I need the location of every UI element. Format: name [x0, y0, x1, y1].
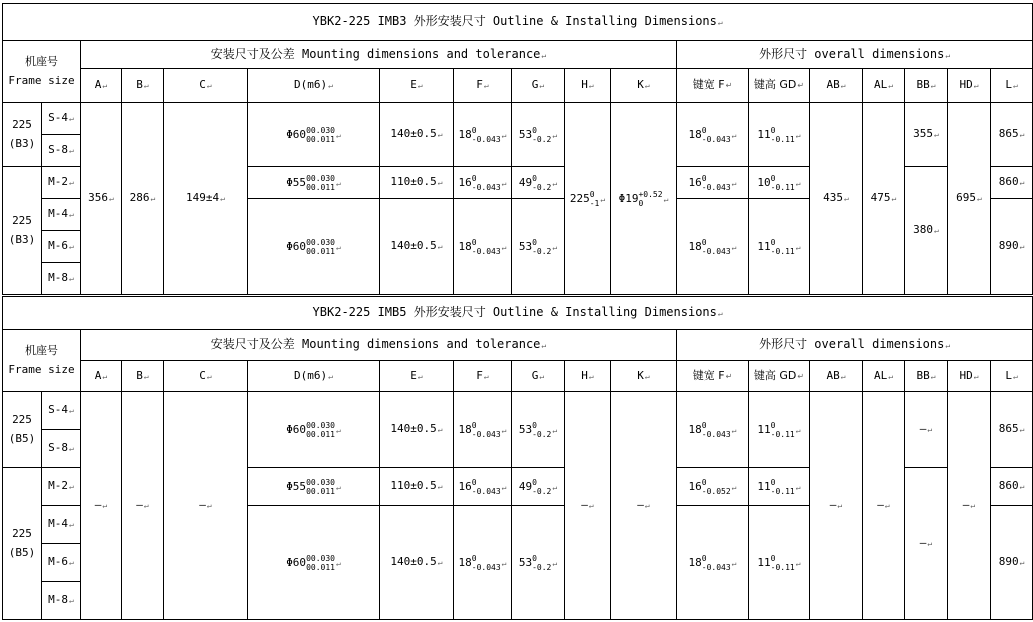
col-header-key-height: 键高 GD↵: [749, 361, 810, 392]
value-al: 475↵: [863, 103, 905, 295]
col-header-e: E↵: [380, 69, 454, 103]
value-al: —↵: [863, 392, 905, 620]
imb3-dimension-table: [2, 3, 1033, 295]
col-header-g: G↵: [512, 361, 565, 392]
value-bb: —↵: [905, 392, 948, 468]
value-g: 53 0 -0.2 ↵: [512, 199, 565, 295]
value-f: 18 0 -0.043 ↵: [454, 392, 512, 468]
value-g: 53 0 -0.2 ↵: [512, 506, 565, 620]
value-a: —↵: [81, 392, 122, 620]
pole-cell: M-4↵: [42, 506, 81, 544]
value-e: 140±0.5↵: [380, 103, 454, 167]
col-header-h: H↵: [565, 69, 611, 103]
col-header-ab: AB↵: [810, 69, 863, 103]
pole-cell: S-4↵: [42, 392, 81, 430]
col-header-bb: BB↵: [905, 361, 948, 392]
overall-dimensions-header: 外形尺寸 overall dimensions↵: [677, 330, 1033, 361]
value-c: 149±4↵: [164, 103, 248, 295]
col-header-e: E↵: [380, 361, 454, 392]
col-header-g: G↵: [512, 69, 565, 103]
value-f: 18 0 -0.043 ↵: [454, 199, 512, 295]
value-g: 49 0 -0.2 ↵: [512, 468, 565, 506]
col-header-a: A↵: [81, 69, 122, 103]
col-header-key-height: 键高 GD↵: [749, 69, 810, 103]
value-f: 18 0 -0.043 ↵: [454, 506, 512, 620]
frame-size-header: 机座号 Frame size: [3, 330, 81, 392]
value-key-height: 10 0 -0.11 ↵: [749, 167, 810, 199]
value-e: 140±0.5↵: [380, 199, 454, 295]
value-a: 356↵: [81, 103, 122, 295]
value-e: 110±0.5↵: [380, 167, 454, 199]
pole-cell: M-2↵: [42, 468, 81, 506]
value-key-width: 18 0 -0.043 ↵: [677, 103, 749, 167]
col-header-b: B↵: [122, 69, 164, 103]
mounting-dimensions-header: 安装尺寸及公差 Mounting dimensions and tolerance↵: [81, 330, 677, 361]
value-bb: —↵: [905, 468, 948, 620]
value-h: —↵: [565, 392, 611, 620]
value-key-width: 18 0 -0.043 ↵: [677, 392, 749, 468]
col-header-h: H↵: [565, 361, 611, 392]
imb5-dimension-table: [2, 296, 1033, 620]
value-hd: —↵: [948, 392, 991, 620]
value-g: 53 0 -0.2 ↵: [512, 103, 565, 167]
value-key-height: 11 0 -0.11 ↵: [749, 103, 810, 167]
pole-cell: S-4↵: [42, 103, 81, 135]
col-header-al: AL↵: [863, 69, 905, 103]
col-header-key-width: 键宽 F↵: [677, 69, 749, 103]
col-header-c: C↵: [164, 69, 248, 103]
value-bb: 380↵: [905, 167, 948, 295]
value-d: Φ55 00.030 00.011 ↵: [248, 468, 380, 506]
pole-cell: S-8↵: [42, 430, 81, 468]
value-d: Φ60 00.030 00.011 ↵: [248, 392, 380, 468]
value-d: Φ60 00.030 00.011 ↵: [248, 103, 380, 167]
col-header-a: A↵: [81, 361, 122, 392]
pole-cell: S-8↵: [42, 135, 81, 167]
value-g: 53 0 -0.2 ↵: [512, 392, 565, 468]
frame-size-header: 机座号 Frame size: [3, 41, 81, 103]
col-header-bb: BB↵: [905, 69, 948, 103]
value-l: 860↵: [991, 167, 1033, 199]
col-header-b: B↵: [122, 361, 164, 392]
value-c: —↵: [164, 392, 248, 620]
col-header-d: D(m6)↵: [248, 361, 380, 392]
pole-cell: M-8↵: [42, 582, 81, 620]
value-f: 18 0 -0.043 ↵: [454, 103, 512, 167]
col-header-k: K↵: [611, 69, 677, 103]
overall-dimensions-header: 外形尺寸 overall dimensions↵: [677, 41, 1033, 69]
value-k: Φ19 +0.52 0 ↵: [611, 103, 677, 295]
col-header-l: L↵: [991, 69, 1033, 103]
value-e: 140±0.5↵: [380, 392, 454, 468]
value-g: 49 0 -0.2 ↵: [512, 167, 565, 199]
value-key-height: 11 0 -0.11 ↵: [749, 506, 810, 620]
value-l: 865↵: [991, 103, 1033, 167]
value-key-height: 11 0 -0.11 ↵: [749, 392, 810, 468]
col-header-d: D(m6)↵: [248, 69, 380, 103]
frame-size-cell: 225 (B5): [3, 468, 42, 620]
pole-cell: M-2↵: [42, 167, 81, 199]
mounting-dimensions-header: 安装尺寸及公差 Mounting dimensions and tolerance↵: [81, 41, 677, 69]
value-f: 16 0 -0.043 ↵: [454, 167, 512, 199]
col-header-c: C↵: [164, 361, 248, 392]
col-header-hd: HD↵: [948, 361, 991, 392]
table-title: YBK2-225 IMB3 外形安装尺寸 Outline & Installing Dimensions↵: [3, 4, 1033, 41]
col-header-f: F↵: [454, 361, 512, 392]
value-d: Φ55 00.030 00.011 ↵: [248, 167, 380, 199]
col-header-l: L↵: [991, 361, 1033, 392]
value-b: —↵: [122, 392, 164, 620]
pole-cell: M-6↵: [42, 544, 81, 582]
value-d: Φ60 00.030 00.011 ↵: [248, 506, 380, 620]
value-ab: —↵: [810, 392, 863, 620]
value-hd: 695↵: [948, 103, 991, 295]
value-k: —↵: [611, 392, 677, 620]
value-b: 286↵: [122, 103, 164, 295]
frame-size-cell: 225 (B5): [3, 392, 42, 468]
value-l: 890↵: [991, 199, 1033, 295]
frame-size-cell: 225 (B3): [3, 103, 42, 167]
value-key-width: 18 0 -0.043 ↵: [677, 506, 749, 620]
pole-cell: M-6↵: [42, 231, 81, 263]
value-key-width: 16 0 -0.052 ↵: [677, 468, 749, 506]
col-header-k: K↵: [611, 361, 677, 392]
value-e: 140±0.5↵: [380, 506, 454, 620]
pole-cell: M-8↵: [42, 263, 81, 295]
pole-cell: M-4↵: [42, 199, 81, 231]
value-l: 865↵: [991, 392, 1033, 468]
value-f: 16 0 -0.043 ↵: [454, 468, 512, 506]
value-l: 890↵: [991, 506, 1033, 620]
value-e: 110±0.5↵: [380, 468, 454, 506]
col-header-hd: HD↵: [948, 69, 991, 103]
value-key-width: 18 0 -0.043 ↵: [677, 199, 749, 295]
value-ab: 435↵: [810, 103, 863, 295]
value-bb: 355↵: [905, 103, 948, 167]
value-key-height: 11 0 -0.11 ↵: [749, 199, 810, 295]
value-key-height: 11 0 -0.11 ↵: [749, 468, 810, 506]
col-header-key-width: 键宽 F↵: [677, 361, 749, 392]
frame-size-cell: 225 (B3): [3, 167, 42, 295]
col-header-ab: AB↵: [810, 361, 863, 392]
col-header-al: AL↵: [863, 361, 905, 392]
table-title: YBK2-225 IMB5 外形安装尺寸 Outline & Installing Dimensions↵: [3, 297, 1033, 330]
value-key-width: 16 0 -0.043 ↵: [677, 167, 749, 199]
col-header-f: F↵: [454, 69, 512, 103]
value-l: 860↵: [991, 468, 1033, 506]
value-d: Φ60 00.030 00.011 ↵: [248, 199, 380, 295]
value-h: 225 0 -1 ↵: [565, 103, 611, 295]
